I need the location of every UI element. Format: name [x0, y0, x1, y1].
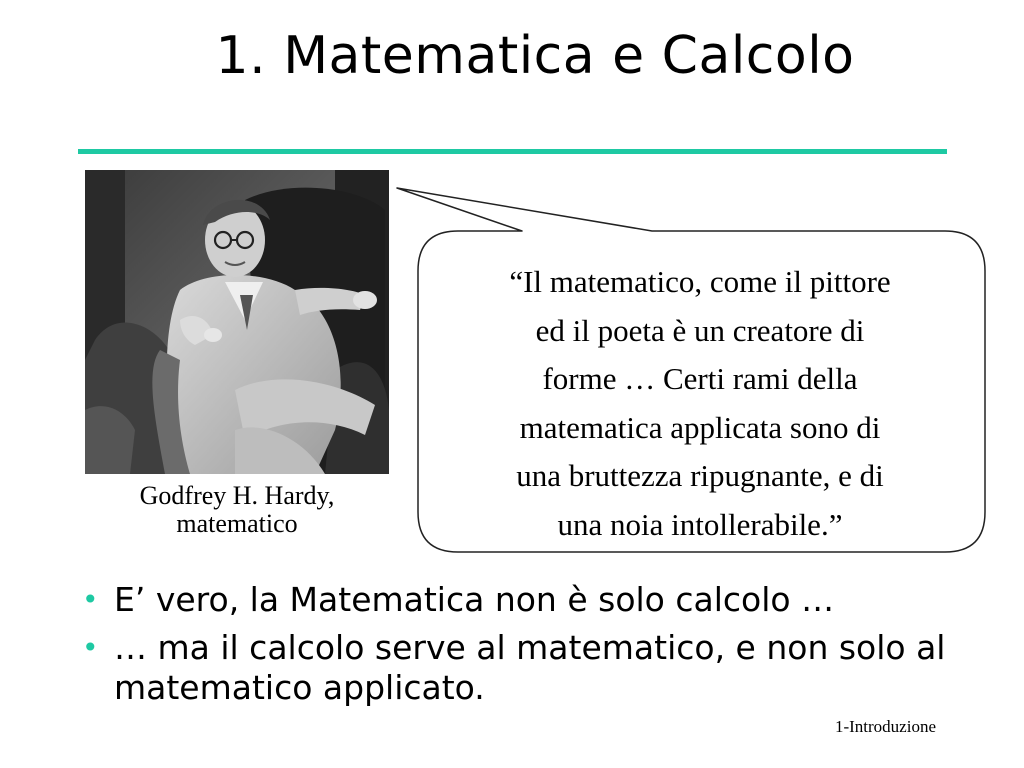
bullet-item: [80, 580, 980, 620]
quote-line: matematica applicata sono di: [519, 409, 881, 445]
quote-line: una bruttezza ripugnante, e di: [516, 458, 884, 493]
bullet-dot-icon: •: [82, 583, 99, 616]
bullet-dot-icon: •: [82, 631, 99, 664]
quote-line: ed il poeta è un creatore di: [535, 312, 865, 348]
slide-footer: 1-Introduzione: [834, 717, 936, 736]
quote-line: “Il matematico, come il pittore: [509, 264, 891, 299]
portrait-caption: Godfrey H. Hardy, matematico: [139, 481, 335, 538]
quote-line: una noia intollerabile.”: [557, 506, 843, 542]
quote-text: [440, 258, 960, 549]
slide-title: 1. Matematica e Calcolo: [215, 26, 855, 86]
bullet-item: [80, 628, 980, 708]
bullet-list: [80, 580, 980, 716]
bullet-text: … ma il calcolo serve al matematico, e non solo al matematico applicato.: [114, 628, 946, 707]
quote-line: forme … Certi rami della: [542, 361, 858, 396]
bullet-text: E’ vero, la Matematica non è solo calcolo …: [114, 580, 835, 619]
